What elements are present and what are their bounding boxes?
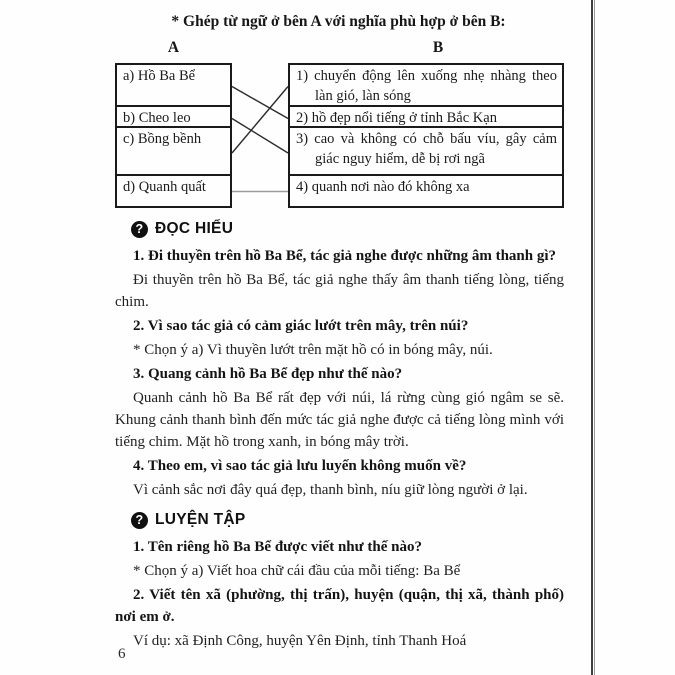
section-header-luyen-tap [131, 509, 564, 531]
match-def-3-label: 3) cao và không có chỗ bấu víu, gây cảm giác nguy hiểm, dễ bị rơi ngã [296, 131, 557, 167]
match-item-a[interactable] [117, 65, 230, 107]
practice-question-2: 2. Viết tên xã (phường, thị trấn), huyện (quận, thị xã, thành phố) nơi em ở. [115, 587, 564, 625]
page-edge-line [591, 0, 593, 675]
connector-line-c-1 [232, 87, 288, 154]
match-item-b[interactable] [117, 107, 230, 128]
section-title: ĐỌC HIỂU [155, 220, 234, 237]
match-def-4-label: 4) quanh nơi nào đó không xa [296, 179, 470, 195]
match-item-a-label: a) Hồ Ba Bể [123, 68, 196, 84]
column-a-label: A [167, 39, 180, 56]
reading-question-4: 4. Theo em, vì sao tác giả lưu luyến không muốn về? [133, 458, 467, 474]
practice-answer-2: Ví dụ: xã Định Công, huyện Yên Định, tỉnh Thanh Hoá [133, 633, 467, 649]
section-title: LUYỆN TẬP [155, 511, 246, 528]
match-item-c-label: c) Bồng bềnh [123, 131, 202, 147]
reading-answer-1: Đi thuyền trên hồ Ba Bể, tác giả nghe thấy âm thanh tiếng lòng, tiếng chim. [115, 272, 564, 310]
match-item-d[interactable] [117, 176, 230, 205]
match-item-b-label: b) Cheo leo [123, 110, 191, 126]
reading-answer-2: * Chọn ý a) Vì thuyền lướt trên mặt hồ có in bóng mây, núi. [133, 342, 493, 358]
connector-line-a-2 [232, 87, 288, 119]
page-edge-line-shadow [594, 0, 595, 675]
match-def-2[interactable] [290, 107, 562, 128]
reading-question-3: 3. Quang cảnh hồ Ba Bể đẹp như thế nào? [133, 366, 403, 382]
reading-answer-3: Quanh cảnh hồ Ba Bể rất đẹp với núi, lá rừng cùng gió ngâm se sẽ. Khung cảnh thanh bình đến mức tác giả nghe được cả tiếng lòng mình với tiếng chim. Mặt hồ trong xanh, in bóng mây trời. [115, 390, 564, 450]
match-def-1[interactable] [290, 65, 562, 107]
exercise-title: * Ghép từ ngữ ở bên A với nghĩa phù hợp ở bên B: [171, 13, 506, 30]
match-def-4[interactable] [290, 176, 562, 205]
lesson-content [115, 214, 564, 654]
match-def-3[interactable] [290, 128, 562, 176]
practice-answer-1: * Chọn ý a) Viết hoa chữ cái đầu của mỗi tiếng: Ba Bể [133, 563, 461, 579]
question-circle-icon: ? [131, 221, 148, 238]
match-item-c[interactable] [117, 128, 230, 176]
column-a-table [115, 63, 232, 208]
reading-question-2: 2. Vì sao tác giả có cảm giác lướt trên mây, trên núi? [133, 318, 469, 334]
reading-question-1: 1. Đi thuyền trên hồ Ba Bể, tác giả nghe được những âm thanh gì? [133, 248, 557, 264]
page-number: 6 [118, 646, 126, 662]
match-def-1-label: 1) chuyển động lên xuống nhẹ nhàng theo làn gió, làn sóng [296, 68, 557, 104]
match-def-2-label: 2) hồ đẹp nổi tiếng ở tỉnh Bắc Kạn [296, 110, 497, 126]
practice-question-1: 1. Tên riêng hồ Ba Bể được viết như thế nào? [133, 539, 422, 555]
section-header-doc-hieu [131, 218, 564, 240]
column-b-table [288, 63, 564, 208]
reading-answer-4: Vì cảnh sắc nơi đây quá đẹp, thanh bình, níu giữ lòng người ở lại. [133, 482, 528, 498]
match-item-d-label: d) Quanh quất [123, 179, 206, 195]
column-b-label: B [432, 39, 444, 56]
connector-line-b-3 [232, 119, 288, 154]
question-circle-icon: ? [131, 512, 148, 529]
